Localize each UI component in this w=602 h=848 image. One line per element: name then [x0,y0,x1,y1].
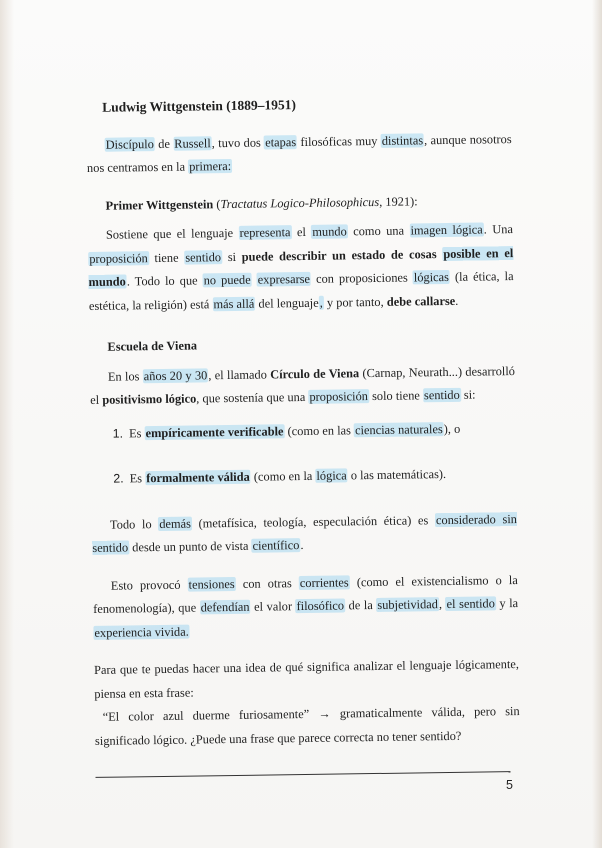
highlight: no puede [203,272,251,288]
bold-text: positivismo lógico [102,391,197,407]
highlight-bold: posible en el mundo [88,245,514,289]
highlight: Russell [174,135,211,151]
text: . Una [483,222,514,237]
text: Para que te puedas hacer una idea de qué significa analizar el lenguaje lógicamente, piensa en esta frase: [93,657,520,701]
esto-paragraph [93,569,519,645]
primer-heading-italic: Tractatus Logico-Philosophicus [220,194,380,211]
highlight: experiencia vivida. [94,624,189,640]
bold-text: Círculo de Viena [270,365,360,381]
text: (Carnap, Neurath...) desarrolló el [90,363,516,407]
highlight: etapas [265,134,297,150]
highlight: imagen lógica [410,222,483,238]
text: Es [129,471,146,486]
text: , [438,597,446,612]
text: , aunque nosotros nos centramos en la [86,131,512,175]
text: si [221,249,242,264]
text: . Todo lo que [126,273,203,289]
highlight: primera: [189,158,232,174]
text: tiene [148,250,185,265]
text: solo tiene [368,388,424,404]
quote-text: “El color azul duerme furiosamente” → gramaticalmente válida, pero sin significado lógico. ¿Puede una frase que parece correcta no tener sentido? [94,704,520,748]
highlight: Discípulo [105,136,154,152]
text: de [154,136,174,151]
text: con proposiciones [310,270,413,286]
highlight: mundo [312,224,347,239]
highlight: sentido [185,249,222,265]
text: (como en las [284,422,355,438]
highlight: representa [239,225,291,240]
text: (como en la [250,468,316,484]
text: ( [213,196,221,211]
viena-heading: Escuela de Viena [107,338,198,354]
text: (como el existencialismo o la fenomenología), que [93,572,518,616]
text: (la ética, la estética, la religión) está [88,269,514,313]
text: En los [107,368,143,384]
highlight: expresarse [257,271,311,287]
page-shadow-right [592,0,602,848]
list-number: 2. [113,471,124,486]
list-item [113,417,516,446]
primer-heading-bold: Primer Wittgenstein [105,196,214,213]
highlight: proposición [309,389,369,404]
highlight: tensiones [188,576,235,592]
text: como una [347,223,410,239]
text: ), o [443,421,461,436]
text: o las matemáticas). [347,467,447,483]
text: . [300,538,304,553]
text: el [291,224,312,240]
text: Es [128,425,145,440]
highlight-bold: formalmente válida [146,469,250,486]
bold-text: debe callarse [386,293,456,309]
text: con otras [235,575,299,591]
text: el valor [250,599,296,614]
highlight: proposición [89,250,148,266]
quote-paragraph [95,700,521,753]
text: , tuvo dos [211,135,265,150]
highlight: ciencias naturales [354,421,443,437]
text: (metafísica, teología, especulación ética) es [191,512,436,531]
text: , que sostenía que una [196,389,309,406]
text: desde un punto de vista [129,538,252,555]
highlight: más allá [213,296,255,311]
criteria-list [91,417,517,492]
highlight: científico [252,538,300,553]
text: . [455,293,459,308]
primer-paragraph [88,218,514,318]
text: , el llamado [208,366,271,382]
text: y por tanto, [323,294,387,310]
document-content [86,90,520,778]
viena-paragraph [90,360,516,413]
text: del lenguaje [255,295,319,311]
para-paragraph [94,653,520,706]
text: y la [495,596,519,611]
highlight: lógica [316,468,347,483]
highlight: el sentido [446,596,495,612]
highlight: corrientes [299,574,349,590]
text: Sostiene que el lenguaje [105,225,239,242]
highlight-bold: empíricamente verificable [145,423,284,440]
text: si: [460,387,476,402]
highlight: subjetividad [377,597,439,612]
text: Esto provocó [110,577,188,593]
highlight: distintas [381,132,424,148]
list-item [113,462,516,491]
answer-line[interactable] [95,761,510,778]
text: de la [344,597,377,613]
page-number: 5 [506,778,513,792]
primer-heading [105,189,512,218]
list-number: 1. [112,426,124,441]
highlight: filosófico [296,598,345,614]
highlight: sentido [423,387,460,403]
text: , 1921): [379,193,418,209]
todo-paragraph [92,508,518,561]
highlight: defendían [200,599,250,615]
bold-text: puede describir un estado de cosas [241,246,443,264]
highlight: lógicas [413,269,450,285]
highlight: demás [159,516,192,531]
page-shadow-left [0,0,14,848]
text: Todo lo [109,516,159,532]
highlight: considerado sin sentido [92,511,518,555]
highlight: , [319,295,323,310]
text: filosóficas muy [296,133,381,149]
intro-paragraph [87,128,513,181]
page-title: Ludwig Wittgenstein (1889–1951) [102,97,297,115]
highlight: años 20 y 30 [143,367,208,383]
